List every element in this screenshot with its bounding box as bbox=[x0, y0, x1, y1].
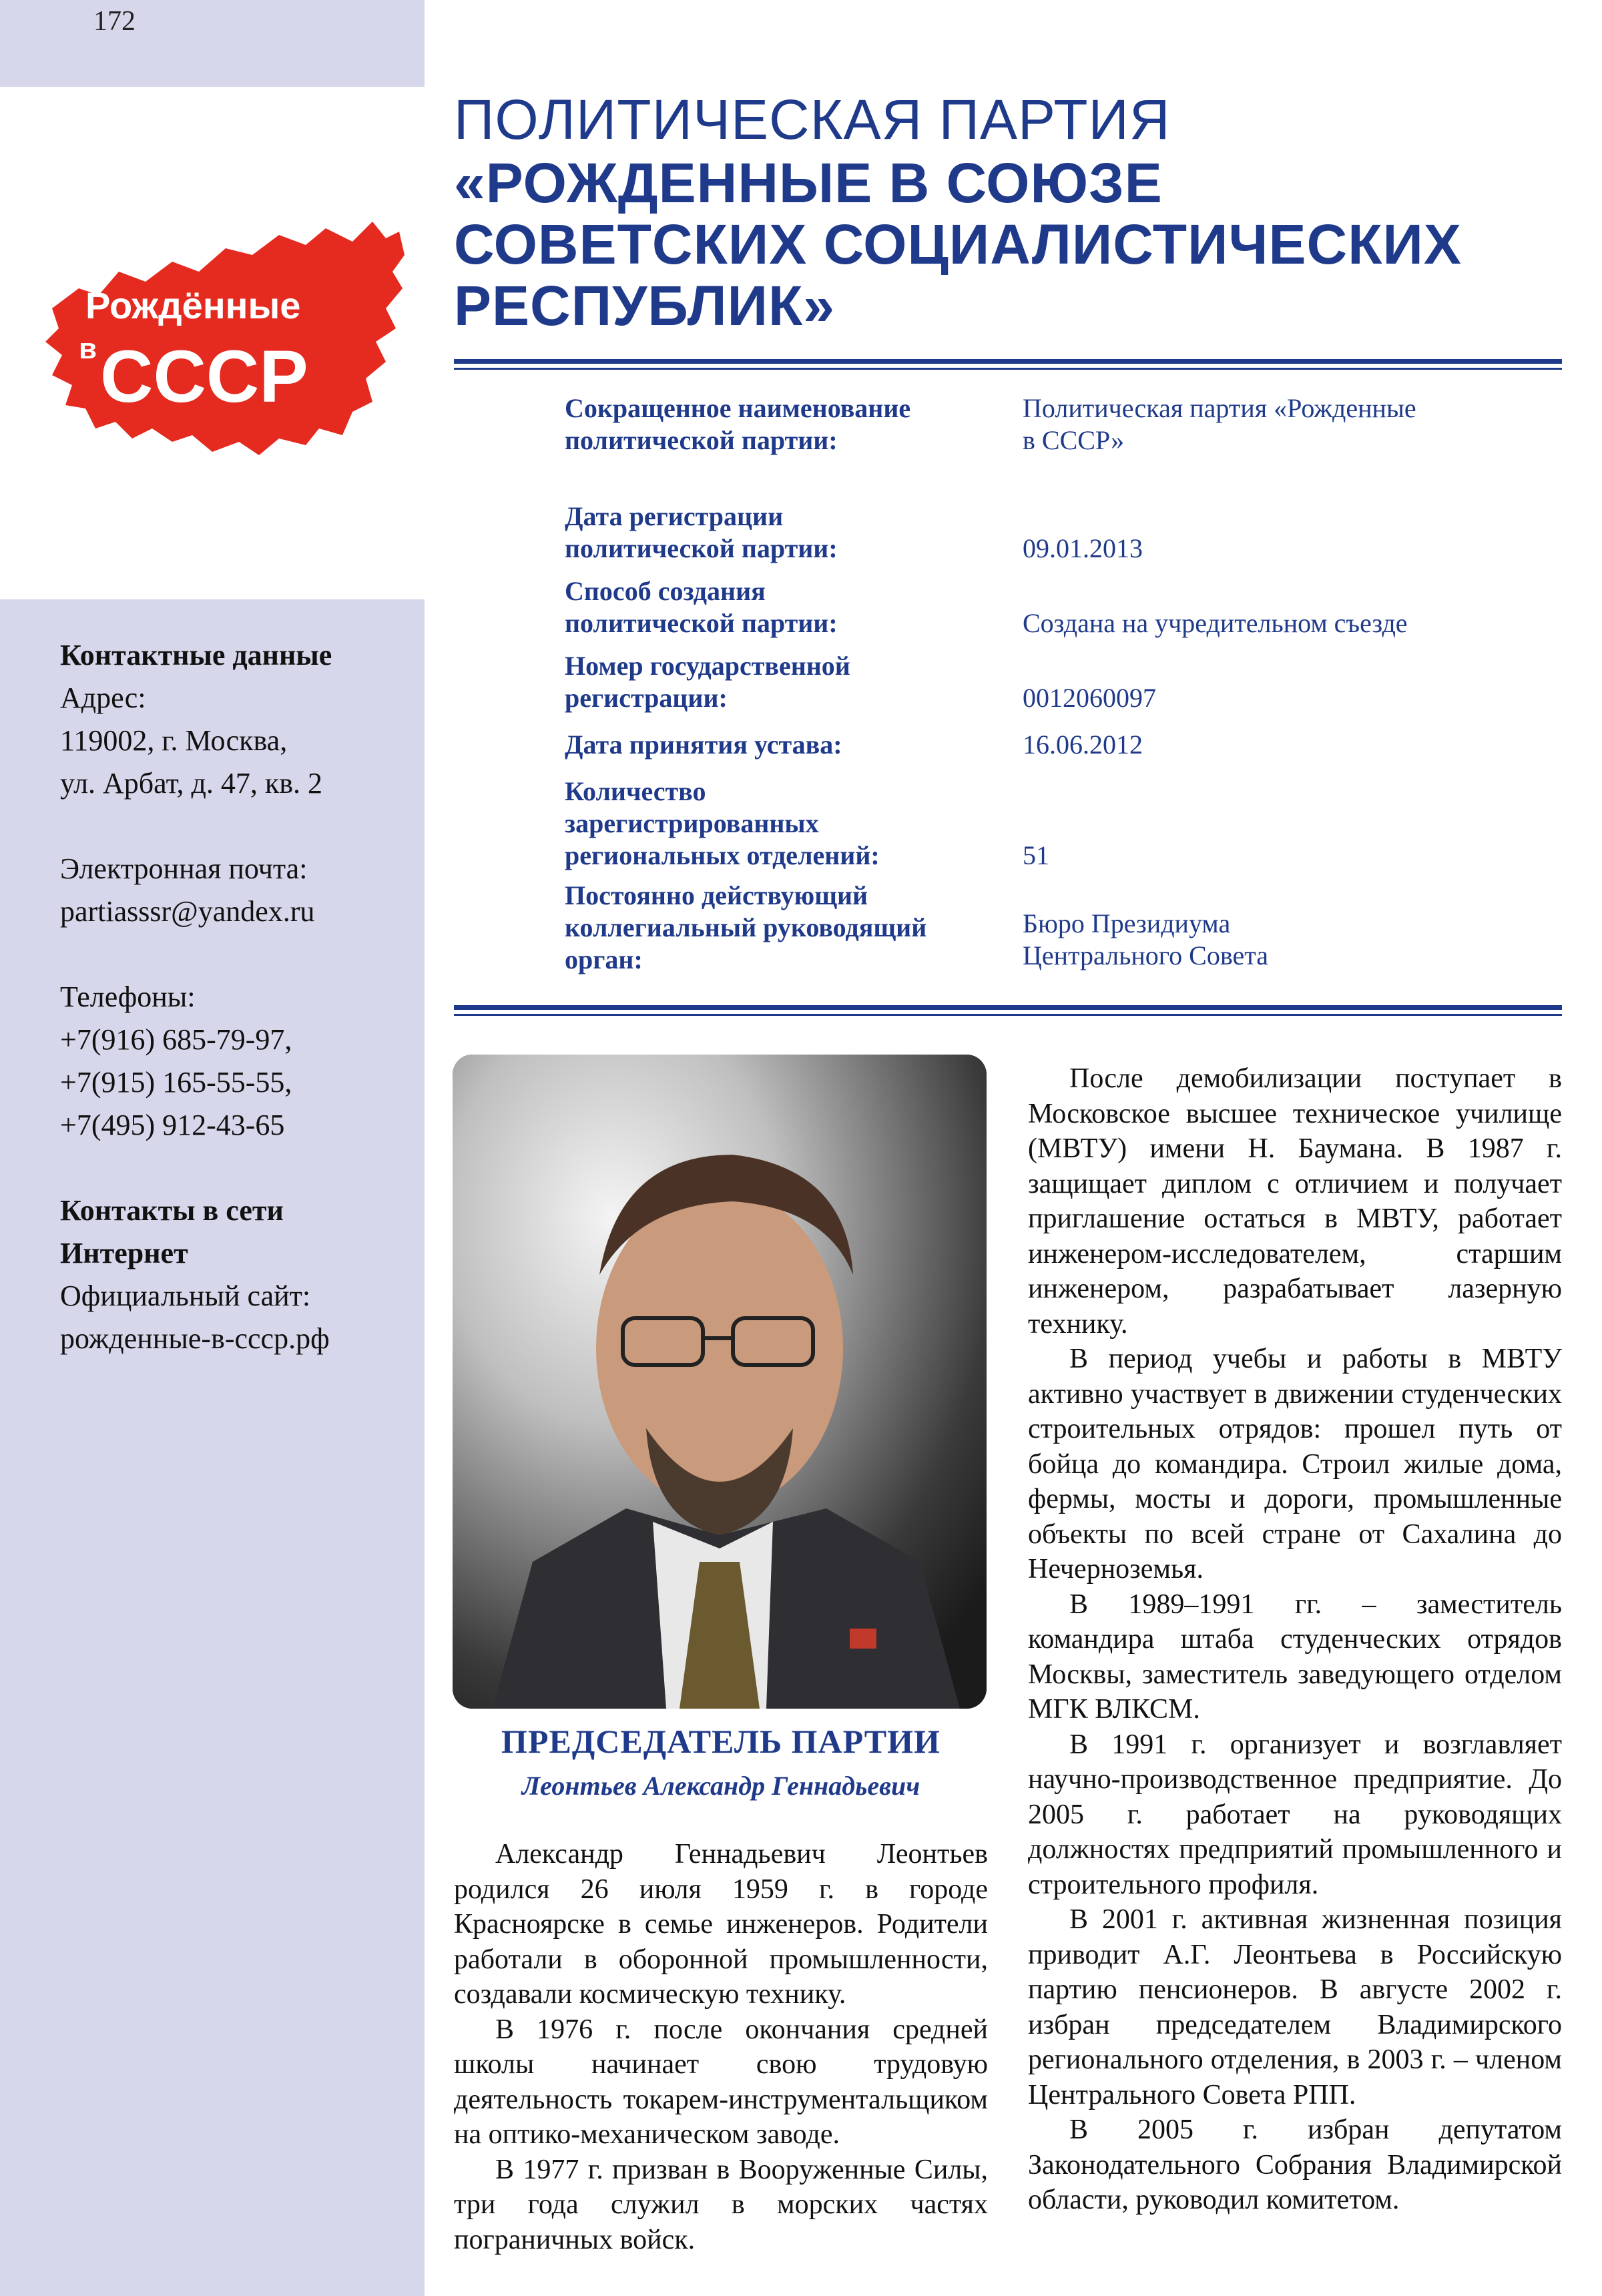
info-label: Количество зарегистрированных региональных отделений: bbox=[565, 776, 880, 870]
bio-paragraph: После демобилизации поступает в Московское высшее техническое училище (МВТУ) имени Н. Баумана. В 1987 г. защищает диплом с отличием и получает приглашение остаться в МВТУ, работает инженером-исследователем, старшим инженером, разрабатывает лазерную технику. bbox=[1028, 1063, 1562, 1340]
divider-thin bbox=[454, 1014, 1562, 1016]
info-value: Политическая партия «Рожденные в СССР» bbox=[1023, 393, 1416, 455]
internet-heading-2: Интернет bbox=[60, 1237, 188, 1269]
chairman-title: ПРЕДСЕДАТЕЛЬ ПАРТИИ bbox=[501, 1723, 941, 1760]
title-line-1: ПОЛИТИЧЕСКАЯ ПАРТИЯ bbox=[454, 88, 1171, 151]
phone-1: +7(916) 685-79-97, bbox=[60, 1023, 292, 1056]
divider-thin bbox=[454, 368, 1562, 370]
bio-paragraph: В период учебы и работы в МВТУ активно участвует в движении студенческих строительных отрядов: прошел путь от бойца до командира. Строил жилые дома, фермы, мосты и дороги, промышленные объекты по всей стране от Сахалина до Нечерноземья. bbox=[1028, 1344, 1562, 1585]
bio-paragraph: Александр Геннадьевич Леонтьев родился 26 июля 1959 г. в городе Красноярске в семье инженеров. Родители работали в оборонной промышленности, создавали космическую технику. bbox=[454, 1839, 988, 2010]
info-label: Способ создания политической партии: bbox=[565, 576, 838, 638]
info-label: Дата принятия устава: bbox=[565, 730, 842, 760]
info-label: Постоянно действующий коллегиальный руководящий орган: bbox=[565, 880, 927, 974]
title-divider bbox=[454, 359, 1562, 370]
phone-2: +7(915) 165-55-55, bbox=[60, 1066, 292, 1099]
logo-text-line2: в bbox=[79, 332, 97, 365]
bio-paragraph: В 2005 г. избран депутатом Законодательного Собрания Владимирской области, руководил комитетом. bbox=[1028, 2114, 1562, 2215]
info-value: Создана на учредительном съезде bbox=[1023, 608, 1408, 638]
internet-heading-1: Контакты в сети bbox=[60, 1194, 284, 1227]
bio-column-left bbox=[454, 1837, 988, 2257]
info-divider bbox=[454, 1005, 1562, 1016]
info-label: Сокращенное наименование политической партии: bbox=[565, 393, 911, 455]
bio-paragraph: В 1976 г. после окончания средней школы начинает свою трудовую деятельность токарем-инструментальщиком на оптико-механическом заводе. bbox=[454, 2014, 988, 2150]
logo-text-line3: СССР bbox=[100, 336, 308, 418]
contacts-block bbox=[60, 634, 421, 1360]
chairman-photo bbox=[453, 1055, 987, 1709]
info-label: Дата регистрации политической партии: bbox=[565, 501, 838, 563]
document-title bbox=[454, 87, 1589, 336]
address-line-1: 119002, г. Москва, bbox=[60, 724, 288, 757]
info-value: 51 bbox=[1023, 840, 1049, 870]
phones-label: Телефоны: bbox=[60, 980, 196, 1013]
bio-column-right bbox=[1028, 1061, 1562, 2218]
bio-paragraph: В 1977 г. призван в Вооруженные Силы, три года служил в морских частях пограничных войск. bbox=[454, 2154, 988, 2255]
page-number: 172 bbox=[93, 6, 136, 37]
divider-thick bbox=[454, 1005, 1562, 1010]
info-value: 09.01.2013 bbox=[1023, 533, 1143, 563]
bio-paragraph: В 2001 г. активная жизненная позиция приводит А.Г. Леонтьева в Российскую партию пенсионеров. В августе 2002 г. избран председателем Владимирского регионального отделения, в 2003 г. – членом Центрального Совета РПП. bbox=[1028, 1904, 1562, 2110]
title-line-3: СОВЕТСКИХ СОЦИАЛИСТИЧЕСКИХ bbox=[454, 213, 1462, 276]
address-label: Адрес: bbox=[60, 681, 146, 714]
info-value: Бюро Президиума Центрального Совета bbox=[1023, 908, 1268, 970]
site-label: Официальный сайт: bbox=[60, 1279, 311, 1312]
site-value: рожденные-в-ссср.рф bbox=[60, 1322, 330, 1355]
email-label: Электронная почта: bbox=[60, 852, 308, 885]
bio-paragraph: В 1991 г. организует и возглавляет научно-производственное предприятие. До 2005 г. работает на руководящих должностях предприятий промышленного и строительного профиля. bbox=[1028, 1729, 1562, 1900]
bio-paragraph: В 1989–1991 гг. – заместитель командира штаба студенческих отрядов Москвы, заместитель заведующего отделом МГК ВЛКСМ. bbox=[1028, 1589, 1562, 1725]
contacts-heading: Контактные данные bbox=[60, 639, 332, 671]
logo-text-line1: Рождённые bbox=[85, 284, 301, 326]
party-logo bbox=[39, 208, 406, 462]
info-label: Номер государственной регистрации: bbox=[565, 651, 850, 713]
title-line-2: «РОЖДЕННЫЕ В СОЮЗЕ bbox=[454, 152, 1163, 214]
sidebar-top-band bbox=[0, 0, 425, 87]
phone-3: +7(495) 912-43-65 bbox=[60, 1109, 285, 1141]
address-line-2: ул. Арбат, д. 47, кв. 2 bbox=[60, 767, 323, 800]
title-line-4: РЕСПУБЛИК» bbox=[454, 274, 835, 337]
divider-thick bbox=[454, 359, 1562, 364]
chairman-name: Леонтьев Александр Геннадьевич bbox=[521, 1771, 920, 1801]
info-value: 16.06.2012 bbox=[1023, 730, 1143, 760]
email-value: partiasssr@yandex.ru bbox=[60, 895, 315, 928]
info-value: 0012060097 bbox=[1023, 683, 1156, 713]
